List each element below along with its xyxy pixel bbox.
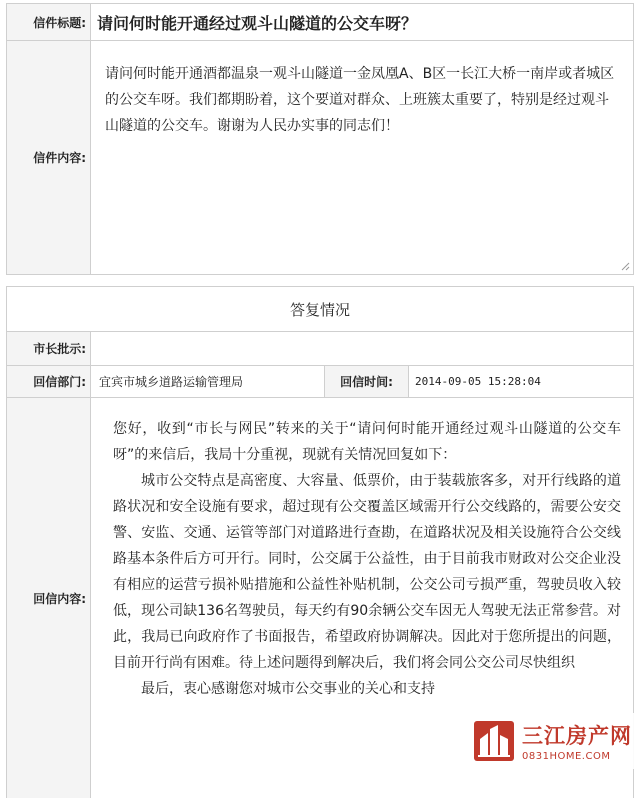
reply-paragraph: 最后，衷心感谢您对城市公交事业的关心和支持 <box>141 681 435 697</box>
reply-section-title: 答复情况 <box>6 286 634 331</box>
reply-dept-label: 回信部门: <box>7 366 91 397</box>
reply-dept-cells <box>91 366 633 397</box>
reply-dept-row <box>7 365 633 397</box>
resize-grip-icon[interactable] <box>621 262 630 271</box>
reply-dept: 宜宾市城乡道路运输管理局 <box>91 366 325 397</box>
mayor-comment <box>91 332 633 365</box>
reply-time: 2014-09-05 15:28:04 <box>415 375 541 388</box>
reply-paragraph: 您好，收到“市长与网民”转来的关于“请问何时能开通经过观斗山隧道的公交车呀”的来信后，我局十分重视，现就有关情况回复如下： <box>113 421 621 463</box>
letter-title: 请问何时能开通经过观斗山隧道的公交车呀？ <box>97 13 418 33</box>
letter-title-row <box>7 4 633 40</box>
letter-table <box>6 3 634 275</box>
letter-title-label: 信件标题: <box>7 4 91 40</box>
letter-content-text[interactable]: 请问何时能开通酒都温泉一观斗山隧道一金凤凰A、B区一长江大桥一南岸或者城区的公交车呀。我们都期盼着，这个要道对群众、上班簇太重要了，特别是经过观斗山隧道的公交车。谢谢为人民办实事的同志们！ <box>105 66 615 134</box>
mayor-comment-label: 市长批示: <box>7 332 91 365</box>
reply-paragraph: 城市公交特点是高密度、大容量、低票价，由于装载旅客多，对开行线路的道路状况和安全设施有要求，超过现有公交覆盖区域需开行公交线路的，需要公安交警、安监、交通、运管等部门对道路进行查勘，在道路状况及相关设施符合公交线路基本条件后方可开行。同时，公交属于公益性，由于目前我市财政对公交企业没有相应的运营亏损补贴措施和公益性补贴机制，公交公司亏损严重，驾驶员收入较低，现公司缺136名驾驶员，每天约有90余辆公交车因无人驾驶无法正常参营。对此，我局已向政府作了书面报告，希望政府协调解决。因此对于您所提出的问题，目前开行尚有困难。待上述问题得到解决后，我们将会同公交公司尽快组织 <box>113 473 621 671</box>
site-watermark <box>470 713 640 769</box>
watermark-url: 0831HOME.COM <box>522 751 611 762</box>
letter-content-box[interactable] <box>91 41 633 274</box>
letter-content-label: 信件内容: <box>7 41 91 274</box>
watermark-brand: 三江房产网 <box>522 724 632 748</box>
reply-content-label: 回信内容: <box>7 398 91 798</box>
reply-time-label: 回信时间: <box>325 366 409 397</box>
letter-content-row <box>7 40 633 274</box>
mayor-comment-row <box>7 332 633 365</box>
building-logo-icon <box>472 719 516 763</box>
